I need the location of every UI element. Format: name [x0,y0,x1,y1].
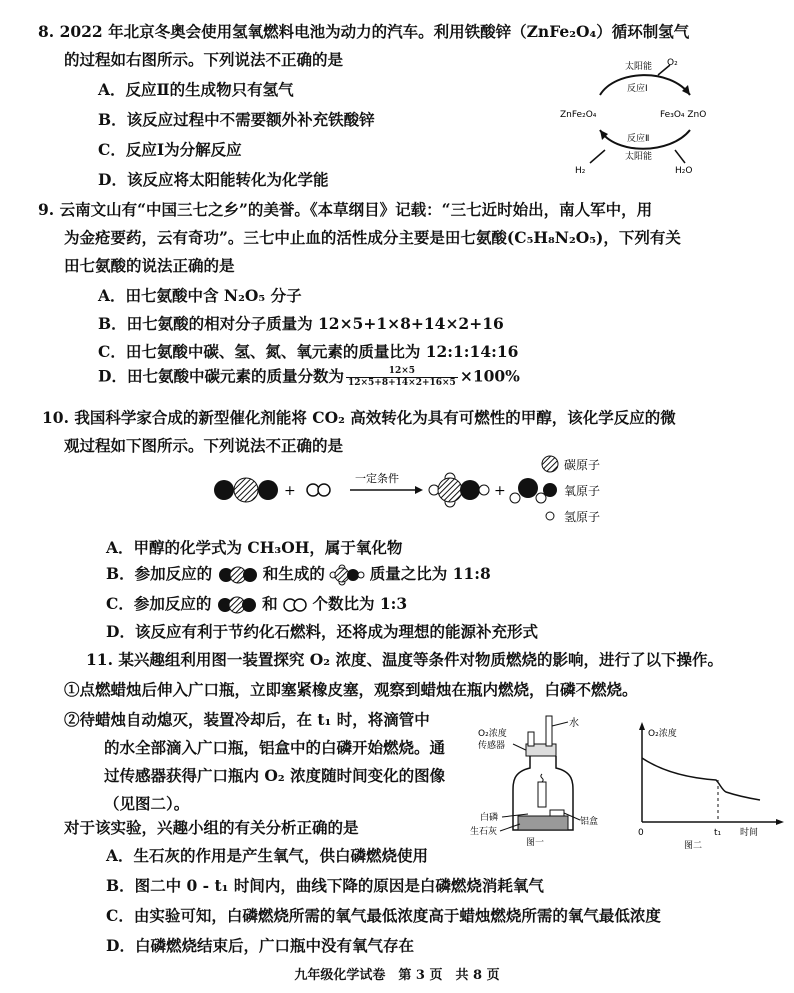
q9-fraction-numerator: 12×5 [346,366,458,378]
reaction-condition-label: 一定条件 [355,472,399,485]
water-molecule [510,478,546,503]
q11-question: 对于该实验，兴趣小组的有关分析正确的是 [64,818,359,837]
q11-figure1-apparatus [468,712,618,847]
methanol-molecule [429,473,489,507]
fig1-sensor-label1: O₂浓度 [478,729,507,739]
q10-option-b [106,564,491,585]
q11-option-c: C．由实验可知，白磷燃烧所需的氧气最低浓度高于蜡烛燃烧所需的氧气最低浓度 [106,906,661,925]
q10-option-c-mid: 和 [262,594,278,613]
q10-option-c-post: 个数比为 1:3 [312,594,408,613]
q8-option-a: A．反应Ⅱ的生成物只有氢气 [98,80,294,99]
q9-option-b: B．田七氨酸的相对分子质量为 12×5+1×8+14×2+16 [98,314,504,333]
q10-option-d: D．该反应有利于节约化石燃料，还将成为理想的能源补充形式 [106,622,538,641]
q11-figure2-graph [628,722,788,852]
q8-reaction2-label: 反应Ⅱ [627,134,650,144]
q10-option-a: A．甲醇的化学式为 CH₃OH，属于氧化物 [106,538,403,557]
legend-hydrogen: 氢原子 [564,510,601,524]
q8-zinc-ferrite-label: ZnFe₂O₄ [560,110,597,120]
q9-option-d-prefix: D．田七氨酸中碳元素的质量分数为 [98,366,344,386]
q10-reaction-diagram [210,458,670,528]
q8-reaction1-label: 反应Ⅰ [627,84,648,94]
fig1-water-label: 水 [569,718,579,729]
co2-icon-inline [218,567,258,583]
fig2-curve [642,758,760,800]
q8-option-c: C．反应Ⅰ为分解反应 [98,140,242,159]
fig1-sensor-label2: 传感器 [478,741,506,751]
q9-stem-line2: 为金疮要药，云有奇功”。三七中止血的活性成分主要是田七氨酸(C₅H₈N₂O₅)，下列有关 [64,228,681,247]
fig2-origin: 0 [638,828,644,838]
plus-2: + [494,483,506,499]
methanol-icon-inline [330,565,364,585]
co2-molecule [214,478,278,502]
q11-stem-line1: 11. 某兴趣组利用图一装置探究 O₂ 浓度、温度等条件对物质燃烧的影响，进行了以下操作。 [86,650,723,669]
q9-option-c: C．田七氨酸中碳、氢、氮、氧元素的质量比为 12:1:14:16 [98,342,519,361]
q8-option-d: D．该反应将太阳能转化为化学能 [98,170,329,189]
q11-step2-line1: ②待蜡烛自动熄灭，装置冷却后，在 t₁ 时，将滴管中 [64,710,430,729]
q9-stem-line3: 田七氨酸的说法正确的是 [64,256,235,275]
q10-option-b-mid: 和生成的 [262,564,325,583]
q11-option-a: A．生石灰的作用是产生氧气，供白磷燃烧使用 [106,846,429,865]
q10-stem-line2: 观过程如下图所示。下列说法不正确的是 [64,436,344,455]
atom-legend [542,456,600,524]
q8-h2o-label: H₂O [675,166,693,176]
q11-step2-line2: 的水全部滴入广口瓶，铝盒中的白磷开始燃烧。通 [104,738,446,757]
q9-fraction [346,366,458,389]
q11-step2-line4: （见图二）。 [104,794,190,813]
q9-option-d-suffix: ×100% [459,366,520,386]
q9-fraction-denominator: 12×5+8+14×2+16×5 [347,378,456,388]
page-footer: 九年级化学试卷 第 3 页 共 8 页 [294,968,500,983]
q11-option-d: D．白磷燃烧结束后，广口瓶中没有氧气存在 [106,936,414,955]
q11-step2-line3: 过传感器获得广口瓶内 O₂ 浓度随时间变化的图像 [104,766,446,785]
q8-option-b: B．该反应过程中不需要额外补充铁酸锌 [98,110,375,129]
q11-step1: ①点燃蜡烛后伸入广口瓶，立即塞紧橡皮塞，观察到蜡烛在瓶内燃烧，白磷不燃烧。 [64,680,638,699]
legend-oxygen: 氧原子 [564,484,601,498]
h2-molecule [307,484,330,496]
plus-1: + [284,483,296,499]
q8-sun-top-label: 太阳能 [625,62,653,72]
q11-option-b: B．图二中 0 - t₁ 时间内，曲线下降的原因是白磷燃烧消耗氧气 [106,876,544,895]
fig1-lime-label: 生石灰 [470,827,498,837]
q10-stem-line1: 10. 我国科学家合成的新型催化剂能将 CO₂ 高效转化为具有可燃性的甲醇，该化学反应的微 [42,408,676,427]
q8-stem-line2: 的过程如右图所示。下列说法不正确的是 [64,50,344,69]
q10-option-c [106,594,407,614]
q9-option-a: A．田七氨酸中含 N₂O₅ 分子 [98,286,302,305]
fig2-x-label: 时间 [740,828,759,838]
q8-cycle-diagram [555,55,745,185]
q8-o2-label: O₂ [667,58,678,68]
q8-sun-bottom-label: 太阳能 [625,152,653,162]
q10-option-c-pre: C．参加反应的 [106,594,212,613]
q8-products-label: Fe₃O₄ ZnO [660,110,707,120]
q9-option-d [98,366,520,389]
fig2-caption: 图二 [684,841,703,851]
co2-icon-inline-c [217,597,257,613]
fig2-y-label: O₂浓度 [648,729,677,739]
q10-option-b-post: 质量之比为 11:8 [369,564,491,583]
q9-stem-line1: 9. 云南文山有“中国三七之乡”的美誉。《本草纲目》记载：“三七近时始出，南人军中，用 [38,200,653,219]
q8-h2-label: H₂ [575,166,586,176]
q10-option-b-pre: B．参加反应的 [106,564,213,583]
legend-carbon: 碳原子 [564,458,601,472]
fig2-t1: t₁ [714,828,722,838]
fig1-box-label: 铝盒 [580,817,599,827]
q8-stem-line1: 8. 2022 年北京冬奥会使用氢氧燃料电池为动力的汽车。利用铁酸锌（ZnFe₂O₄）循环制氢气 [38,22,690,41]
h2-icon-inline [283,597,307,613]
fig1-phosphorus-label: 白磷 [480,813,499,823]
fig1-caption: 图一 [526,838,545,848]
